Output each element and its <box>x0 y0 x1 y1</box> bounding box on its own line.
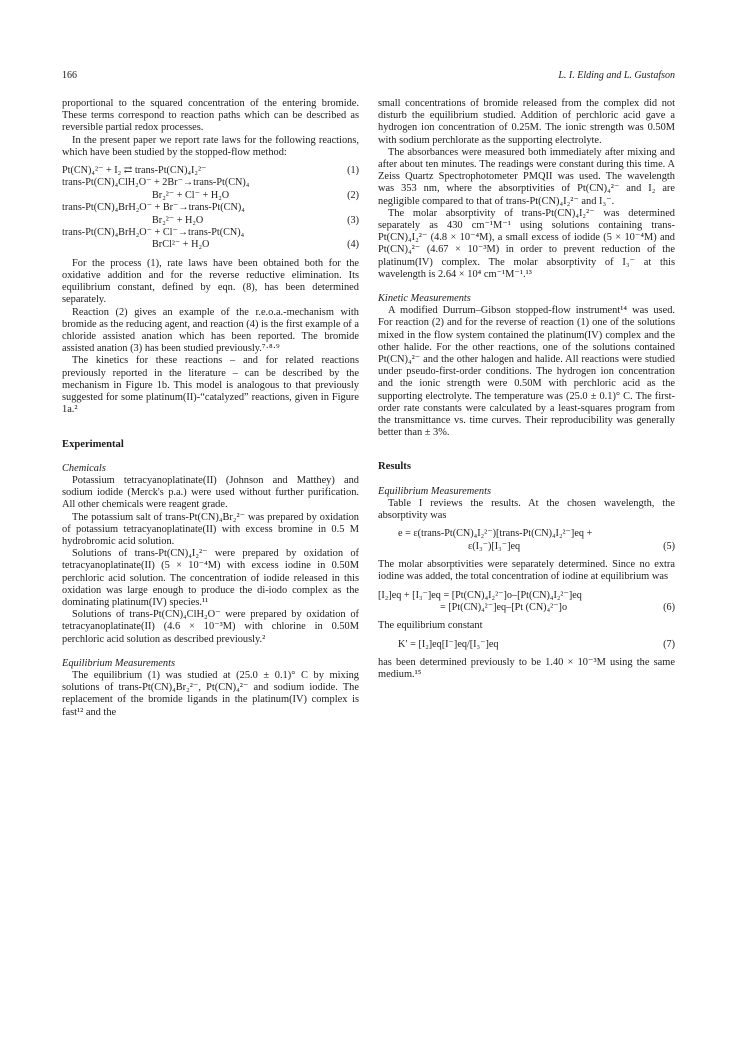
subheading-chemicals: Chemicals <box>62 462 106 474</box>
paragraph: The equilibrium (1) was studied at (25.0 ± 0.1)° C by mixing solutions of trans-Pt(CN)₄Br₂²⁻, Pt(CN)₄²⁻ and sodium iodide. The replacement of the bromide ligands in the platinum(IV) complex is fast¹² and the <box>62 669 359 718</box>
paragraph: Solutions of trans-Pt(CN)₄ClH₂O⁻ were prepared by oxidation of tetracyanoplatinate(II) (4.6 × 10⁻³M) with chlorine in 0.50M perchloric acid solution as described previously.² <box>62 609 359 645</box>
paragraph: has been determined previously to be 1.40 × 10⁻³M using the same medium.¹⁵ <box>378 656 675 681</box>
right-column <box>378 98 675 681</box>
equation-3-line-a: trans-Pt(CN)₄BrH₂O⁻ + Br⁻→trans-Pt(CN)₄ <box>62 202 245 214</box>
equation-5-line-b: ε(I₃⁻)[I₃⁻]eq (5) <box>468 540 675 552</box>
paragraph: Solutions of trans-Pt(CN)₄I₂²⁻ were prepared by oxidation of tetracyanoplatinate(II) (5 × 10⁻⁴M) with excess iodine in 0.50M perchloric acid solution. The concentration of iodide released in this oxidation was large enough to produce the di-iodo complex as the dominating platinum(IV) species.¹¹ <box>62 548 359 608</box>
page-number: 166 <box>62 70 77 81</box>
equation-7: K′ = [I₂]eq[I⁻]eq/[I₃⁻]eq (7) <box>398 638 675 650</box>
equation-4-line-a: trans-Pt(CN)₄BrH₂O⁻ + Cl⁻→trans-Pt(CN)₄ <box>62 227 245 239</box>
equation-2-line-b: Br₂²⁻ + Cl⁻ + H₂O (2) <box>152 189 359 201</box>
subheading-equilibrium-measurements: Equilibrium Measurements <box>378 485 492 497</box>
paragraph: proportional to the squared concentration of the entering bromide. These terms correspond to reaction paths which can be described as reversible partial redox processes. <box>62 98 359 134</box>
equation-6-line-a: [I₂]eq + [I₃⁻]eq = [Pt(CN)₄I₂²⁻]o–[Pt(CN)₄I₂²⁻]eq <box>378 589 582 601</box>
subheading-kinetic-measurements: Kinetic Measurements <box>378 293 471 305</box>
paragraph: A modified Durrum–Gibson stopped-flow instrument¹⁴ was used. For reaction (2) and for the reverse of reaction (1) one of the solutions mixed in the flow system contained the platinum(IV) complex and the other halide. For the other reactions, one of the solutions contained Pt(CN)₄²⁻ and the other halogen and halide. All reactions were studied under pseudo-first-order conditions. The hydrogen ion concentration and the ionic strength were 0.50M with perchloric acid as the supporting electrolyte. The temperature was (25.0 ± 0.1)° C. The first-order rate constants were calculated by a least-squares program from the transmittance vs. time curves. Their reproducibility was generally better than ± 3%. <box>378 305 675 439</box>
paragraph: Reaction (2) gives an example of the r.e.o.a.-mechanism with bromide as the reducing agent, and reaction (4) is the first example of a chloride assisted anation which has been reported. The bromide assisted anation (3) has been studied previously.⁷·⁸·⁹ <box>62 306 359 355</box>
paragraph: In the present paper we report rate laws for the following reactions, which have been studied by the stopped-flow method: <box>62 134 359 158</box>
paragraph: The kinetics for these reactions – and for related reactions previously reported in the literature – can be described by the mechanism in Figure 1b. This model is analogous to that previously suggested for some platinum(II)-“catalyzed” reactions, given in Figure 1a.² <box>62 355 359 416</box>
paragraph: The potassium salt of trans-Pt(CN)₄Br₂²⁻ was prepared by oxidation of potassium tetracyanoplatinate(II) with excess bromine in 0.5 M hydrobromic acid solution. <box>62 511 359 547</box>
paragraph: Table I reviews the results. At the chosen wavelength, the absorptivity was <box>378 497 675 522</box>
equation-5-line-a: e = ε(trans-Pt(CN)₄I₂²⁻)[trans-Pt(CN)₄I₂²⁻]eq + <box>398 528 593 540</box>
paragraph: The molar absorptivity of trans-Pt(CN)₄I₂²⁻ was determined separately as 430 cm⁻¹M⁻¹ using solutions containing trans-Pt(CN)₄I₂²⁻ (4.8 × 10⁻⁴M), a small excess of iodide (5 × 10⁻⁴M) and Pt(CN)₄²⁻ (4.67 × 10⁻³M) in order to prevent reduction of the platinum(IV) complex. The molar absorptivity of I₃⁻ at this wavelength is 2.64 × 10⁴ cm⁻¹M⁻¹.¹³ <box>378 207 675 280</box>
equation-2-line-a: trans-Pt(CN)₄ClH₂O⁻ + 2Br⁻→trans-Pt(CN)₄ <box>62 177 250 189</box>
paragraph: The absorbances were measured both immediately after mixing and after about ten minutes. The readings were constant during this time. A Zeiss Quartz Spectrophotometer PMQII was used. The wavelength was 353 nm, where the absorptivities of Pt(CN)₄²⁻ and I₂ are negligible compared to that of trans-Pt(CN)₄I₂²⁻ and I₃⁻. <box>378 146 675 207</box>
paragraph: Potassium tetracyanoplatinate(II) (Johnson and Matthey) and sodium iodide (Merck's p.a.) were used without further purification. All other chemicals were reagent grade. <box>62 474 359 511</box>
subheading-equilibrium-measurements: Equilibrium Measurements <box>62 657 176 669</box>
paragraph: The molar absorptivities were separately determined. Since no extra iodine was added, the total concentration of iodine at equilibrium was <box>378 559 675 583</box>
section-heading-experimental: Experimental <box>62 438 124 450</box>
paragraph: For the process (1), rate laws have been obtained both for the oxidative addition and for the reverse reductive elimination. Its equilibrium constant, defined by eqn. (8), has been determined separately. <box>62 257 359 306</box>
equation-6-line-b: = [Pt(CN)₄²⁻]eq–[Pt (CN)₄²⁻]o (6) <box>440 601 675 613</box>
equation-4-line-b: BrCl²⁻ + H₂O (4) <box>152 239 359 251</box>
equation-1: Pt(CN)₄²⁻ + I₂ ⇄ trans-Pt(CN)₄I₂²⁻ (1) <box>62 165 359 177</box>
section-heading-results: Results <box>378 461 411 473</box>
page-header <box>62 70 675 86</box>
paragraph: small concentrations of bromide released from the complex did not disturb the equilibrium studied. Addition of perchloric acid gave a hydrogen ion concentration of 0.25M. The ionic strength was 0.50M with sodium perchlorate as the supporting electrolyte. <box>378 98 675 146</box>
equation-3-line-b: Br₂²⁻ + H₂O (3) <box>152 214 359 226</box>
left-column <box>62 98 359 719</box>
running-head-authors: L. I. Elding and L. Gustafson <box>558 70 675 81</box>
paragraph: The equilibrium constant <box>378 620 483 632</box>
